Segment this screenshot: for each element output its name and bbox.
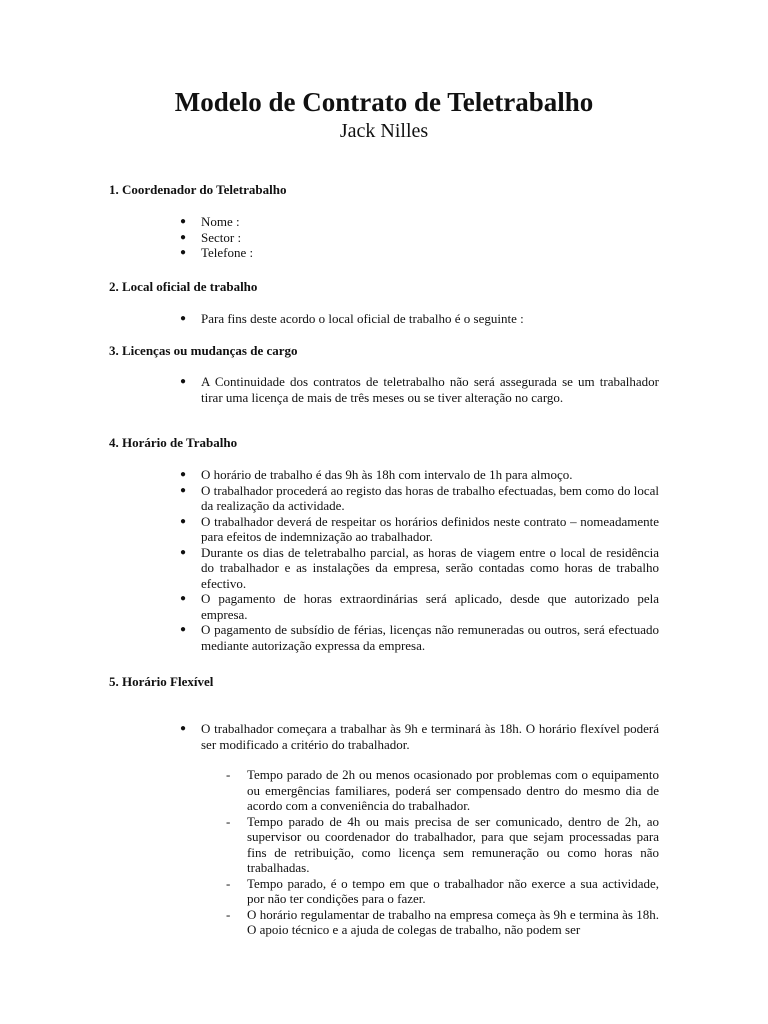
- list-item: [180, 245, 659, 261]
- sub-list-item: [226, 907, 659, 938]
- list-item-text: O horário de trabalho é das 9h às 18h com intervalo de 1h para almoço.: [201, 467, 573, 482]
- section-heading-flexivel: 5. Horário Flexível: [109, 674, 214, 689]
- section-list-flexivel: [180, 721, 659, 752]
- list-item: [180, 622, 659, 653]
- bullet-icon: ●: [180, 484, 187, 496]
- dash-icon: -: [226, 906, 231, 922]
- sub-list-item-text: Tempo parado de 4h ou mais precisa de ser comunicado, dentro de 2h, ao supervisor ou coordenador do trabalhador, para que sejam processadas para fins de retribuição, como licença sem remuneração ou como horas não trabalhadas.: [247, 813, 659, 875]
- list-item-text: O pagamento de subsídio de férias, licenças não remuneradas ou outros, será efectuado mediante autorização expressa da empresa.: [201, 622, 659, 653]
- list-item: [180, 374, 659, 405]
- bullet-icon: ●: [180, 313, 187, 324]
- sub-list-item: [226, 767, 659, 814]
- bullet-icon: ●: [180, 216, 187, 227]
- list-item: [180, 467, 659, 483]
- bullet-icon: ●: [180, 469, 187, 480]
- section-sublist-flexivel: [226, 767, 659, 938]
- sub-list-item: [226, 814, 659, 876]
- sub-list-item-text: Tempo parado, é o tempo em que o trabalhador não exerce a sua actividade, por não ter condições para o fazer.: [247, 875, 659, 906]
- list-item-text: Durante os dias de teletrabalho parcial, as horas de viagem entre o local de residência do trabalhador e as instalações da empresa, serão contadas como horas de trabalho efectivo.: [201, 544, 659, 591]
- list-item-text: Para fins deste acordo o local oficial de trabalho é o seguinte :: [201, 311, 524, 326]
- list-item: [180, 483, 659, 514]
- list-item-text: O trabalhador começara a trabalhar às 9h e terminará às 18h. O horário flexível poderá ser modificado a critério do trabalhador.: [201, 721, 659, 752]
- dash-icon: -: [226, 767, 231, 782]
- bullet-icon: ●: [180, 515, 187, 527]
- bullet-icon: ●: [180, 624, 187, 635]
- section-heading-coordenador: 1. Coordenador do Teletrabalho: [109, 182, 287, 197]
- section-list-licencas: [180, 374, 659, 405]
- list-item-text: Sector :: [201, 229, 242, 245]
- bullet-icon: ●: [180, 546, 187, 558]
- bullet-icon: ●: [180, 723, 187, 734]
- section-list-horario: [180, 467, 659, 653]
- sub-list-item-text: O horário regulamentar de trabalho na empresa começa às 9h e termina às 18h. O apoio técnico e a ajuda de colegas de trabalho, não podem ser: [247, 906, 659, 937]
- list-item-text: O trabalhador procederá ao registo das horas de trabalho efectuadas, bem como do local da realização da actividade.: [201, 482, 659, 513]
- list-item: [180, 514, 659, 545]
- list-item-text: Telefone :: [201, 245, 254, 260]
- section-list-local: [180, 311, 659, 327]
- bullet-icon: ●: [180, 231, 187, 243]
- sub-list-item-text: Tempo parado de 2h ou menos ocasionado por problemas com o equipamento ou emergências familiares, poderá ser compensado dentro do mesmo dia de acordo com a conveniência do trabalhador.: [247, 767, 659, 813]
- list-item: [180, 721, 659, 752]
- list-item: [180, 311, 659, 327]
- list-item: [180, 545, 659, 592]
- list-item-text: A Continuidade dos contratos de teletrabalho não será assegurada se um trabalhador tirar uma licença de mais de três meses ou se tiver alteração no cargo.: [201, 374, 659, 405]
- document-title: Modelo de Contrato de Teletrabalho: [174, 87, 594, 117]
- list-item: [180, 230, 659, 246]
- section-heading-horario: 4. Horário de Trabalho: [109, 435, 238, 450]
- list-item: [180, 591, 659, 622]
- section-heading-licencas: 3. Licenças ou mudanças de cargo: [109, 343, 298, 358]
- list-item: [180, 214, 659, 230]
- section-list-coordenador: [180, 214, 659, 261]
- bullet-icon: ●: [180, 376, 187, 387]
- dash-icon: -: [226, 875, 231, 891]
- sub-list-item: [226, 876, 659, 907]
- list-item-text: O pagamento de horas extraordinárias será aplicado, desde que autorizado pela empresa.: [201, 591, 659, 622]
- section-heading-local: 2. Local oficial de trabalho: [109, 279, 258, 294]
- document-author: Jack Nilles: [339, 120, 429, 142]
- bullet-icon: ●: [180, 247, 187, 258]
- bullet-icon: ●: [180, 593, 187, 604]
- dash-icon: -: [226, 813, 231, 829]
- list-item-text: O trabalhador deverá de respeitar os horários definidos neste contrato – nomeadamente para efeitos de indemnização ao trabalhador.: [201, 513, 659, 544]
- list-item-text: Nome :: [201, 214, 240, 229]
